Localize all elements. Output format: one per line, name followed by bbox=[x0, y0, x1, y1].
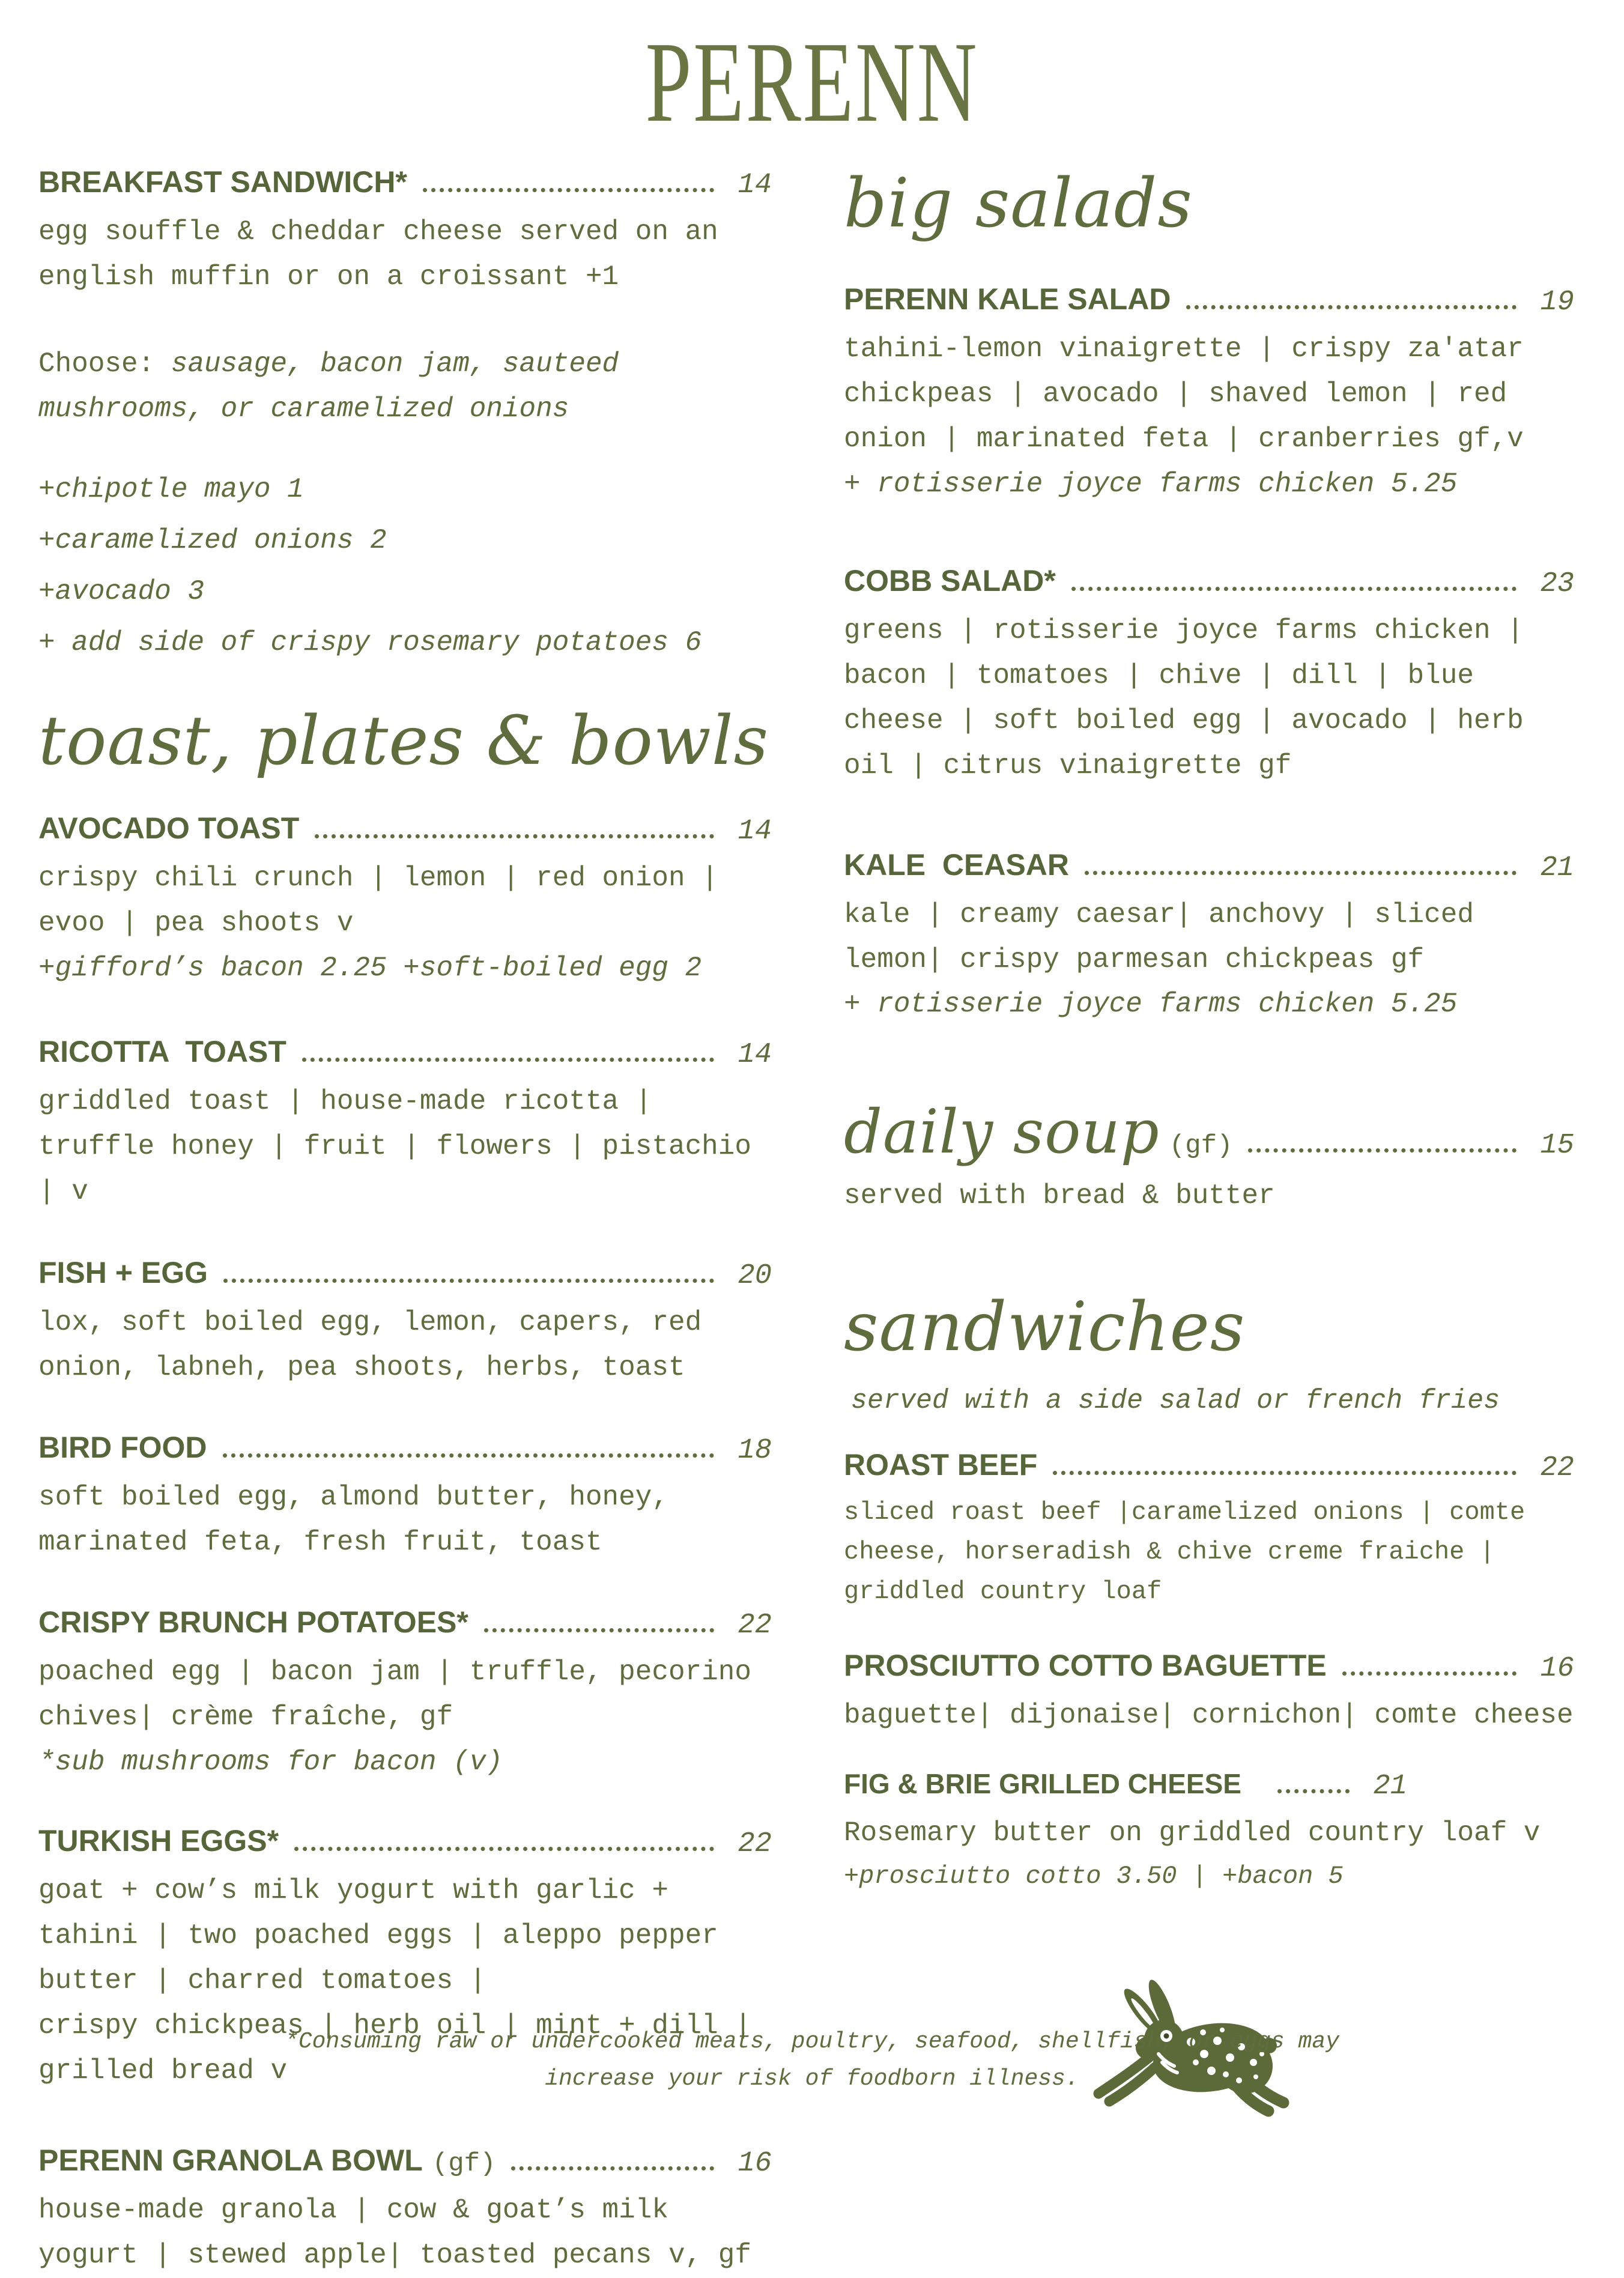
dot-leader bbox=[315, 834, 714, 838]
item-header bbox=[844, 562, 1583, 600]
item-name: PERENN GRANOLA BOWL bbox=[38, 2143, 423, 2177]
menu-page bbox=[0, 18, 1624, 2271]
disclaimer-line-1: *Consuming raw or undercooked meats, poultry, seafood, shellfish, or eggs may bbox=[285, 2028, 1339, 2055]
item-description: served with bread & butter bbox=[844, 1180, 1275, 1212]
section-heading-sandwiches: sandwiches bbox=[844, 1288, 1246, 1367]
item-name: PROSCIUTTO COTTO BAGUETTE bbox=[844, 1648, 1327, 1682]
item-header bbox=[38, 1033, 780, 1071]
item-description: poached egg | bacon jam | truffle, pecorino chives| crème fraîche, gf bbox=[38, 1656, 751, 1733]
item-description: egg souffle & cheddar cheese served on an english muffin or on a croissant +1 bbox=[38, 216, 718, 292]
item-name: TURKISH EGGS* bbox=[38, 1824, 279, 1858]
item-price: 22 bbox=[738, 1610, 772, 1642]
menu-item-roast-beef bbox=[844, 1446, 1583, 1612]
item-description: goat + cow’s milk yogurt with garlic + tahini | two poached eggs | aleppo pepper butter | charred tomatoes | bbox=[38, 1875, 718, 1996]
menu-item-avocado-toast bbox=[38, 810, 780, 991]
menu-item-bird-food bbox=[38, 1429, 780, 1565]
dot-leader bbox=[1186, 305, 1516, 309]
item-addon: +prosciutto cotto 3.50 | +bacon 5 bbox=[844, 1861, 1344, 1891]
item-name: daily soup bbox=[844, 1097, 1160, 1168]
left-column bbox=[38, 163, 780, 2278]
item-header bbox=[38, 1429, 780, 1467]
item-name: FISH + EGG bbox=[38, 1256, 208, 1290]
item-description: tahini-lemon vinaigrette | crispy za'atar chickpeas | avocado | shaved lemon | red onion | marinated feta | cranberries gf,v bbox=[844, 333, 1524, 455]
disclaimer bbox=[0, 2023, 1624, 2098]
dot-leader bbox=[1053, 1471, 1516, 1475]
item-header bbox=[38, 2142, 780, 2180]
dot-leader bbox=[223, 1279, 714, 1283]
item-addon: + rotisserie joyce farms chicken 5.25 bbox=[844, 468, 1458, 500]
item-price: 14 bbox=[738, 169, 772, 201]
item-description: house-made granola | cow & goat’s milk yogurt | stewed apple| toasted pecans v, gf bbox=[38, 2194, 751, 2271]
item-name: KALE CEASAR bbox=[844, 847, 1070, 882]
item-header bbox=[38, 163, 780, 201]
item-description: sliced roast beef |caramelized onions | comte cheese, horseradish & chive creme fraiche | griddled country loaf bbox=[844, 1497, 1526, 1607]
item-price: 22 bbox=[1540, 1452, 1574, 1484]
dot-leader bbox=[294, 1847, 714, 1851]
dot-leader bbox=[1248, 1148, 1516, 1153]
addon-item: + add side of crispy rosemary potatoes 6 bbox=[38, 626, 702, 658]
item-description: griddled toast | house-made ricotta | truffle honey | fruit | flowers | pistachio | v bbox=[38, 1086, 751, 1208]
item-description-2: crispy chickpeas | herb oil | mint + dill | grilled bread v bbox=[38, 2010, 751, 2086]
item-price: 20 bbox=[738, 1260, 772, 1292]
item-price: 16 bbox=[738, 2147, 772, 2180]
addon-item: +caramelized onions 2 bbox=[38, 525, 387, 557]
menu-item-prosciutto-cotto-baguette bbox=[844, 1647, 1583, 1738]
gf-suffix: (gf) bbox=[432, 2148, 496, 2179]
dot-leader bbox=[302, 1058, 714, 1062]
choose-options: sausage, bacon jam, sauteed mushrooms, or caramelized onions bbox=[38, 348, 619, 425]
brand-logo: PERENN bbox=[645, 18, 979, 146]
item-header bbox=[844, 280, 1583, 318]
item-header bbox=[38, 1604, 780, 1641]
item-name: COBB SALAD* bbox=[844, 563, 1056, 598]
item-header bbox=[38, 810, 780, 847]
item-header bbox=[38, 1254, 780, 1292]
item-description: baguette| dijonaise| cornichon| comte cheese bbox=[844, 1699, 1574, 1731]
menu-item-cobb-salad bbox=[844, 562, 1583, 789]
menu-item-crispy-brunch-potatoes bbox=[38, 1604, 780, 1785]
menu-columns bbox=[0, 163, 1624, 2278]
menu-item-perenn-granola-bowl bbox=[38, 2142, 780, 2278]
item-description: kale | creamy caesar| anchovy | sliced lemon| crispy parmesan chickpeas gf bbox=[844, 898, 1474, 975]
item-addon: + rotisserie joyce farms chicken 5.25 bbox=[844, 989, 1458, 1020]
item-header bbox=[844, 1647, 1583, 1685]
addon-item: +avocado 3 bbox=[38, 575, 205, 607]
item-name: RICOTTA TOAST bbox=[38, 1035, 286, 1069]
item-description: lox, soft boiled egg, lemon, capers, red onion, labneh, pea shoots, herbs, toast bbox=[38, 1307, 702, 1384]
item-price: 18 bbox=[738, 1435, 772, 1467]
dot-leader bbox=[1277, 1789, 1350, 1793]
menu-item-daily-soup bbox=[844, 1099, 1583, 1219]
item-name: ROAST BEEF bbox=[844, 1447, 1038, 1482]
item-description: greens | rotisserie joyce farms chicken | bacon | tomatoes | chive | dill | blue cheese | soft boiled egg | avocado | herb oil | citrus vinaigrette gf bbox=[844, 614, 1524, 781]
item-addon: +gifford’s bacon 2.25 +soft-boiled egg 2 bbox=[38, 953, 702, 984]
item-name: AVOCADO TOAST bbox=[38, 811, 300, 846]
item-name: CRISPY BRUNCH POTATOES* bbox=[38, 1605, 468, 1640]
item-price: 16 bbox=[1540, 1652, 1574, 1685]
item-price: 22 bbox=[738, 1828, 772, 1860]
disclaimer-line-2: increase your risk of foodborn illness. bbox=[545, 2066, 1079, 2092]
section-heading-toast-plates-bowls: toast, plates & bowls bbox=[38, 702, 769, 781]
addon-item: +chipotle mayo 1 bbox=[38, 474, 304, 506]
menu-item-perenn-kale-salad bbox=[844, 280, 1583, 507]
item-price: 21 bbox=[1373, 1770, 1407, 1802]
item-name: PERENN KALE SALAD bbox=[844, 282, 1171, 316]
menu-item-kale-ceasar bbox=[844, 846, 1583, 1028]
item-description: crispy chili crunch | lemon | red onion | evoo | pea shoots v bbox=[38, 862, 718, 939]
item-price: 21 bbox=[1540, 852, 1574, 884]
item-note: *sub mushrooms for bacon (v) bbox=[38, 1746, 503, 1778]
addon-list bbox=[38, 470, 780, 662]
menu-item-fish-egg bbox=[38, 1254, 780, 1390]
item-header bbox=[844, 846, 1583, 884]
item-name: BIRD FOOD bbox=[38, 1431, 207, 1465]
item-header bbox=[844, 1097, 1583, 1168]
choose-label: Choose: bbox=[38, 348, 171, 380]
item-price: 23 bbox=[1540, 568, 1574, 600]
item-price: 15 bbox=[1540, 1130, 1574, 1162]
item-description: soft boiled egg, almond butter, honey, marinated feta, fresh fruit, toast bbox=[38, 1482, 668, 1559]
right-column bbox=[844, 163, 1583, 2278]
gf-suffix: (gf) bbox=[1169, 1131, 1233, 1162]
item-price: 14 bbox=[738, 816, 772, 848]
dot-leader bbox=[423, 188, 714, 192]
item-name: BREAKFAST SANDWICH* bbox=[38, 165, 407, 199]
menu-item-ricotta-toast bbox=[38, 1033, 780, 1214]
section-heading-big-salads: big salads bbox=[844, 164, 1193, 243]
menu-item-breakfast-sandwich bbox=[38, 163, 780, 663]
dot-leader bbox=[484, 1628, 714, 1632]
sandwiches-note: served with a side salad or french fries bbox=[851, 1385, 1500, 1416]
dot-leader bbox=[1342, 1671, 1516, 1676]
item-description: Rosemary butter on griddled country loaf v bbox=[844, 1817, 1541, 1849]
dot-leader bbox=[1085, 871, 1516, 875]
item-price: 14 bbox=[738, 1039, 772, 1071]
item-price: 19 bbox=[1540, 286, 1574, 318]
item-name: FIG & BRIE GRILLED CHEESE bbox=[844, 1768, 1241, 1799]
menu-item-fig-brie-grilled-cheese bbox=[844, 1767, 1583, 1897]
item-header bbox=[844, 1446, 1583, 1484]
choose-line bbox=[38, 342, 780, 432]
item-header bbox=[844, 1767, 1583, 1802]
dot-leader bbox=[1071, 587, 1516, 591]
dot-leader bbox=[223, 1453, 714, 1458]
item-header bbox=[38, 1822, 780, 1860]
dot-leader bbox=[511, 2166, 714, 2170]
